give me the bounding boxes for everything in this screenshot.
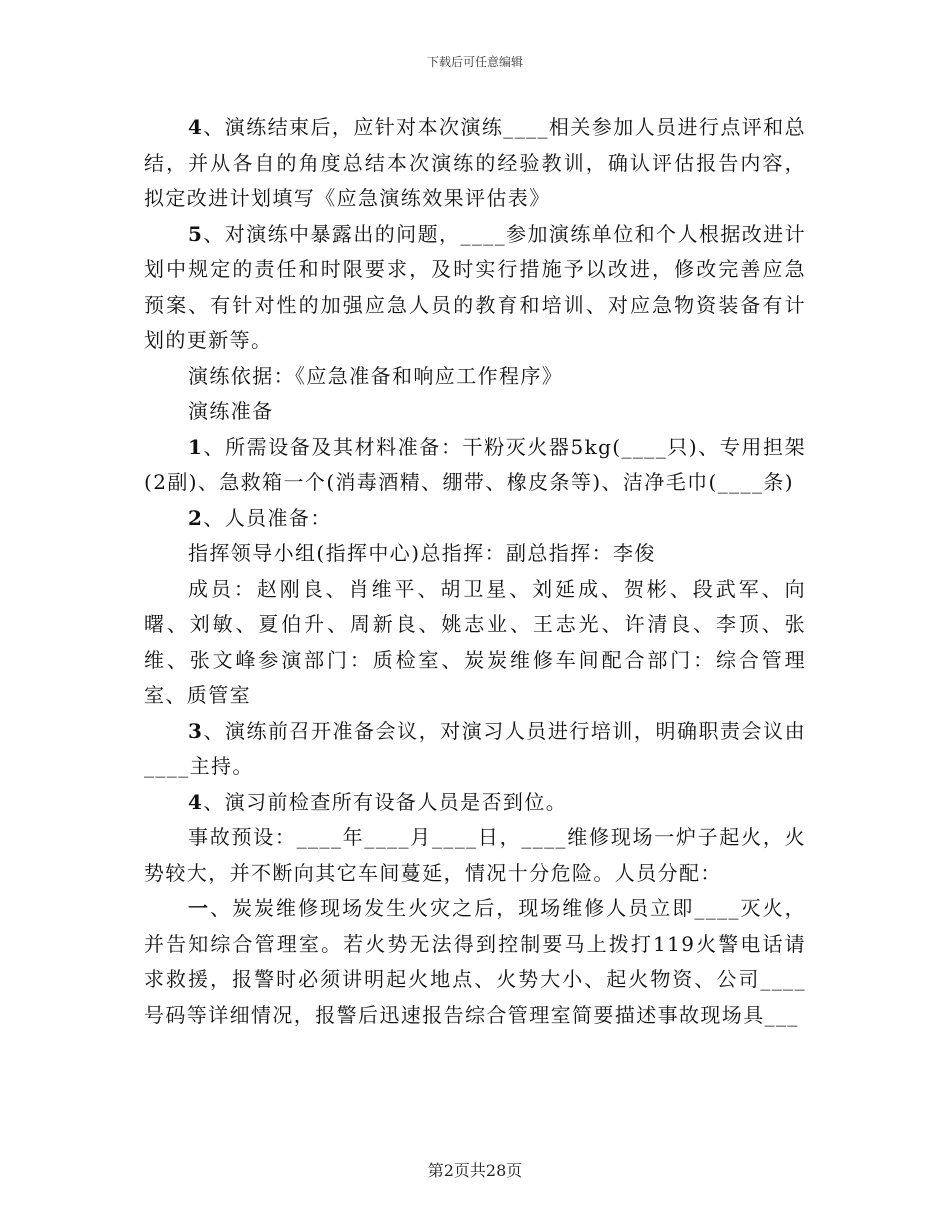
paragraph-prep-meeting <box>144 714 806 785</box>
paragraph-text: 、所需设备及其材料准备：干粉灭火器5kg(____只)、专用担架(2副)、急救箱一个(消毒酒精、绷带、橡皮条等)、洁净毛巾(____条) <box>144 434 806 494</box>
paragraph-text: 、人员准备： <box>203 505 332 530</box>
section-heading-preparation <box>144 394 806 430</box>
paragraph-text: 事故预设：____年____月____日，____维修现场一炉子起火，火势较大，并不断向其它车间蔓延，情况十分危险。人员分配： <box>144 825 806 885</box>
item-number: 一 <box>188 896 211 920</box>
paragraph-text: 指挥领导小组(指挥中心)总指挥：副总指挥：李俊 <box>188 541 656 565</box>
paragraph-text: 演练准备 <box>188 399 274 423</box>
item-number: 3 <box>188 718 204 743</box>
paragraph-scenario <box>144 820 806 891</box>
item-number: 5 <box>188 221 204 246</box>
paragraph-text: 、炭炭维修现场发生火灾之后，现场维修人员立即____灭火，并告知综合管理室。若火势无法得到控制要马上拨打119火警电话请求救援，报警时必须讲明起火地点、火势大小、起火物资、公司____号码等详细情况，报警后迅速报告综合管理室简要描述事故现场具___ <box>144 896 806 1027</box>
item-number: 4 <box>188 115 204 139</box>
paragraph-equipment <box>144 430 806 501</box>
page-footer: 第2页共28页 <box>427 1161 523 1180</box>
paragraph-review-summary <box>144 110 806 217</box>
item-number: 1 <box>188 434 204 459</box>
paragraph-drill-basis <box>144 359 806 395</box>
paragraph-text: 、演习前检查所有设备人员是否到位。 <box>203 789 568 814</box>
paragraph-pre-check <box>144 785 806 821</box>
paragraph-text: 、演练前召开准备会议，对演习人员进行培训，明确职责会议由____主持。 <box>144 718 806 778</box>
item-number: 4 <box>188 789 204 814</box>
paragraph-personnel <box>144 501 806 537</box>
item-number: 2 <box>188 505 204 530</box>
paragraph-issue-correction <box>144 217 806 359</box>
paragraph-command-group <box>144 536 806 572</box>
document-body <box>144 110 806 1033</box>
paragraph-text: 、演练结束后，应针对本次演练____相关参加人员进行点评和总结，并从各自的角度总结本次演练的经验教训，确认评估报告内容，拟定改进计划填写《应急演练效果评估表》 <box>144 115 806 210</box>
paragraph-fire-response <box>144 891 806 1033</box>
paragraph-members <box>144 572 806 714</box>
paragraph-text: 、对演练中暴露出的问题，____参加演练单位和个人根据改进计划中规定的责任和时限要求，及时实行措施予以改进，修改完善应急预案、有针对性的加强应急人员的教育和培训、对应急物资装备有计划的更新等。 <box>144 221 806 352</box>
page-header: 下载后可任意编辑 <box>426 55 523 69</box>
paragraph-text: 演练依据：《应急准备和响应工作程序》 <box>188 363 564 388</box>
paragraph-text: 成员：赵刚良、肖维平、胡卫星、刘延成、贺彬、段武军、向曙、刘敏、夏伯升、周新良、姚志业、王志光、许清良、李顶、张维、张文峰参演部门：质检室、炭炭维修车间配合部门：综合管理室、质管室 <box>144 576 806 707</box>
